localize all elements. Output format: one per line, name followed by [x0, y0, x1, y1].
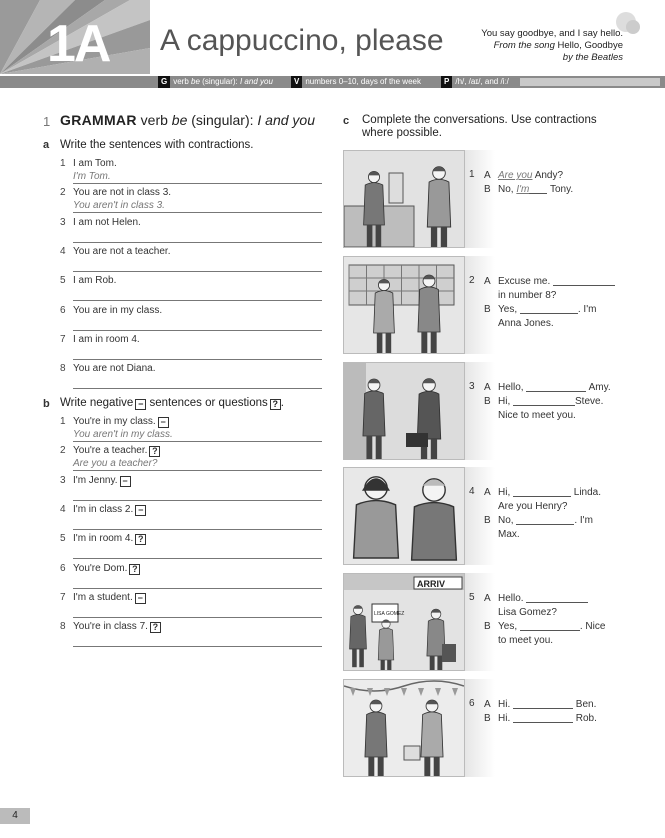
- dialogue-text: No,: [498, 184, 517, 195]
- item-number: 3: [60, 474, 66, 486]
- conversation-2: [343, 256, 663, 354]
- dialogue-text: Are you Henry?: [498, 501, 568, 512]
- dialogue-text: Yes,: [498, 304, 520, 315]
- dialogue-line: [484, 592, 588, 606]
- dialogue-text: to meet you.: [498, 635, 554, 646]
- dialogue-text: Hello,: [498, 382, 527, 393]
- answer-line[interactable]: [73, 558, 322, 559]
- item-number: 6: [60, 304, 66, 316]
- dialogue-text: Hi.: [498, 699, 513, 710]
- quote-artist: by the Beatles: [562, 52, 623, 63]
- dialogue-line: [484, 183, 573, 197]
- name-sign: LISA GOMEZ: [374, 611, 405, 617]
- item-prompt: I am Rob.: [73, 275, 117, 287]
- item-number: 1: [60, 416, 66, 427]
- illustration-scene: [344, 468, 464, 564]
- conversation-illustration: [343, 573, 465, 671]
- answer-line[interactable]: [73, 470, 322, 471]
- speaker-label: A: [484, 382, 491, 393]
- topic-bar: [0, 76, 665, 88]
- exercise-c-instruction: Complete the conversations. Use contractions where possible.: [362, 114, 597, 139]
- dialogue-line: [484, 634, 553, 648]
- item-number: 7: [60, 591, 66, 603]
- exercise-a-item: [60, 305, 322, 333]
- item-prompt: You are not a teacher.: [73, 245, 171, 257]
- example-answer: Are you a teacher?: [73, 458, 158, 470]
- dialogue-text: Andy?: [532, 170, 564, 181]
- speaker-label: A: [484, 276, 491, 287]
- speech-bubble-icon: [626, 20, 640, 34]
- section-number: 1: [43, 114, 51, 129]
- speaker-label: A: [484, 593, 491, 604]
- dialogue-line: [484, 275, 615, 289]
- illustration-scene: [344, 680, 464, 776]
- answer-line[interactable]: [73, 271, 322, 272]
- unit-badge: [0, 0, 150, 74]
- question-symbol-icon: ?: [135, 534, 146, 545]
- item-number: 2: [60, 445, 66, 457]
- conversation-1: [343, 150, 663, 248]
- item-prompt: [73, 563, 140, 575]
- dialogue-text: in number 8?: [498, 290, 557, 301]
- answer-blank[interactable]: [520, 621, 580, 631]
- dialogue-line: [484, 514, 593, 528]
- item-number: 4: [60, 245, 66, 257]
- question-symbol-icon: ?: [150, 622, 161, 633]
- example-answer: You aren't in class 3.: [73, 200, 165, 212]
- dialogue-text: Hello.: [498, 593, 527, 604]
- item-prompt: [73, 621, 161, 633]
- dialogue-line: [484, 500, 567, 514]
- answer-blank[interactable]: [513, 487, 571, 497]
- item-number: 1: [60, 158, 66, 169]
- item-prompt-text: I'm a student.: [73, 591, 133, 603]
- quote-song-title: Hello, Goodbye: [557, 40, 623, 51]
- dialogue-line: [484, 620, 605, 634]
- answer-line[interactable]: [73, 212, 322, 213]
- dialogue-text: Hi,: [498, 487, 513, 498]
- item-number: 6: [60, 562, 66, 574]
- dialogue-text: Tony.: [547, 184, 574, 195]
- item-prompt-text: You're a teacher.: [73, 445, 148, 457]
- topic-vocabulary: V numbers 0–10, days of the week: [291, 76, 421, 88]
- dialogue-text: . I'm: [577, 304, 597, 315]
- conversation-number: 1: [469, 169, 475, 180]
- exercise-a-item: [60, 246, 322, 274]
- song-quote: [481, 28, 623, 64]
- exercise-letter-c: c: [343, 115, 350, 127]
- answer-line[interactable]: [73, 183, 322, 184]
- conversation-number: 3: [469, 381, 475, 392]
- illustration-fade: [465, 679, 495, 777]
- exercise-a-item: [60, 187, 322, 215]
- dialogue-text: . I'm: [574, 515, 593, 526]
- item-prompt: [73, 475, 131, 487]
- conversation-number: 2: [469, 275, 475, 286]
- negative-symbol-icon: −: [158, 417, 169, 428]
- item-prompt: You are not Diana.: [73, 363, 156, 375]
- conversation-3: [343, 362, 663, 460]
- answer-blank[interactable]: [529, 184, 547, 194]
- dialogue-text: No,: [498, 515, 517, 526]
- dialogue-text: Rob.: [573, 713, 597, 724]
- exercise-b-item: [60, 592, 322, 620]
- illustration-fade: [465, 150, 495, 248]
- speaker-label: B: [484, 184, 491, 195]
- section-heading: GRAMMAR verb be (singular): I and you: [60, 112, 315, 128]
- item-prompt: I am in room 4.: [73, 333, 140, 345]
- item-number: 2: [60, 187, 66, 199]
- speaker-label: A: [484, 699, 491, 710]
- answer-blank[interactable]: [513, 699, 573, 709]
- negative-symbol-icon: −: [135, 399, 146, 410]
- answer-line[interactable]: [73, 242, 322, 243]
- example-answer: You aren't in my class.: [73, 429, 173, 440]
- exercise-b-item: [60, 475, 322, 503]
- dialogue-text: Steve.: [575, 396, 604, 407]
- conversation-number: 4: [469, 486, 475, 497]
- answer-line[interactable]: [73, 617, 322, 618]
- exercise-a-item: [60, 363, 322, 391]
- conversation-illustration: [343, 362, 465, 460]
- dialogue-line: [484, 395, 603, 409]
- exercise-a-item: [60, 275, 322, 303]
- item-prompt-text: I'm in room 4.: [73, 533, 134, 545]
- answer-blank[interactable]: [526, 593, 588, 603]
- negative-symbol-icon: −: [120, 476, 131, 487]
- illustration-scene: [344, 363, 464, 459]
- answer-blank[interactable]: [513, 713, 573, 723]
- speaker-label: A: [484, 170, 491, 181]
- dialogue-line: [484, 169, 563, 183]
- dialogue-text: Excuse me.: [498, 276, 554, 287]
- dialogue-text: Yes,: [498, 621, 520, 632]
- topic-pronunciation: P /h/, /aɪ/, and /iː/: [441, 76, 509, 88]
- exercise-b-item: [60, 445, 322, 473]
- illustration-scene: [344, 151, 464, 247]
- item-prompt: You are in my class.: [73, 304, 163, 316]
- answer-blank[interactable]: [513, 396, 575, 406]
- dialogue-text: Anna Jones.: [498, 318, 554, 329]
- speaker-label: B: [484, 396, 491, 407]
- example-answer: I'm: [516, 184, 530, 195]
- exercise-a-item: [60, 158, 322, 186]
- dialogue-line: [484, 381, 611, 395]
- answer-line[interactable]: [73, 588, 322, 589]
- conversation-illustration: [343, 150, 465, 248]
- arrivals-sign: ARRIV: [417, 579, 446, 589]
- dialogue-line: [484, 409, 576, 423]
- dialogue-line: [484, 712, 597, 726]
- item-number: 8: [60, 621, 66, 633]
- answer-line[interactable]: [73, 300, 322, 301]
- page-number: 4: [0, 808, 30, 824]
- topic-grammar: G verb be (singular): I and you: [158, 76, 273, 88]
- exercise-a-item: [60, 334, 322, 362]
- item-prompt: I am not Helen.: [73, 216, 141, 228]
- answer-line[interactable]: [73, 330, 322, 331]
- item-number: 8: [60, 363, 66, 375]
- conversation-number: 5: [469, 592, 475, 603]
- item-prompt-text: I'm Jenny.: [73, 474, 118, 486]
- exercise-b-item: [60, 533, 322, 561]
- speaker-label: B: [484, 713, 491, 724]
- dialogue-text: Max.: [498, 529, 520, 540]
- example-answer: I'm Tom.: [73, 171, 111, 182]
- answer-line[interactable]: [73, 529, 322, 530]
- dialogue-line: [484, 528, 520, 542]
- item-prompt-text: You're in my class.: [73, 416, 156, 427]
- item-prompt: I am Tom.: [73, 158, 117, 169]
- example-answer: Are you: [498, 170, 533, 181]
- answer-blank[interactable]: [516, 515, 574, 525]
- item-prompt: [73, 416, 169, 428]
- exercise-a-item: [60, 217, 322, 245]
- answer-line[interactable]: [73, 359, 322, 360]
- answer-line[interactable]: [73, 388, 322, 389]
- item-prompt: [73, 504, 146, 516]
- item-number: 7: [60, 333, 66, 345]
- answer-line[interactable]: [73, 441, 322, 442]
- dialogue-text: Hi,: [498, 396, 513, 407]
- illustration-scene: [344, 574, 464, 670]
- dialogue-line: [484, 289, 556, 303]
- question-symbol-icon: ?: [129, 564, 140, 575]
- exercise-b-item: [60, 504, 322, 532]
- speaker-label: B: [484, 304, 491, 315]
- speaker-label: A: [484, 487, 491, 498]
- quote-line-1: You say goodbye, and I say hello.: [481, 28, 623, 39]
- conversation-number: 6: [469, 698, 475, 709]
- dialogue-text: Nice to meet you.: [498, 410, 576, 421]
- conversation-6: [343, 679, 663, 777]
- conversation-5: [343, 573, 663, 671]
- exercise-b-item: [60, 621, 322, 649]
- negative-symbol-icon: −: [135, 505, 146, 516]
- dialogue-line: [484, 486, 601, 500]
- quote-source-prefix: From the song: [493, 40, 555, 51]
- exercise-a-instruction: Write the sentences with contractions.: [60, 139, 254, 151]
- exercise-b-item: [60, 563, 322, 591]
- dialogue-line: [484, 317, 554, 331]
- speaker-label: B: [484, 621, 491, 632]
- dialogue-text: Ben.: [573, 699, 597, 710]
- conversation-illustration: [343, 256, 465, 354]
- item-prompt-text: You're in class 7.: [73, 621, 148, 633]
- item-prompt: [73, 592, 146, 604]
- item-prompt: You are not in class 3.: [73, 187, 172, 199]
- exercise-letter-b: b: [43, 398, 50, 410]
- negative-symbol-icon: −: [135, 593, 146, 604]
- item-number: 5: [60, 533, 66, 545]
- topic-bar-accent: [520, 78, 660, 86]
- exercise-b-instruction: Write negative − sentences or questions ? .: [60, 397, 284, 409]
- dialogue-line: [484, 606, 557, 620]
- conversation-4: [343, 467, 663, 565]
- answer-blank[interactable]: [553, 276, 615, 286]
- dialogue-text: Amy.: [586, 382, 611, 393]
- answer-blank[interactable]: [520, 304, 578, 314]
- exercise-b-item: [60, 416, 322, 444]
- exercise-letter-a: a: [43, 139, 50, 151]
- page-header: [0, 0, 665, 92]
- dialogue-text: Linda.: [571, 487, 602, 498]
- conversation-illustration: [343, 679, 465, 777]
- answer-line[interactable]: [73, 500, 322, 501]
- answer-line[interactable]: [73, 646, 322, 647]
- item-prompt: [73, 533, 146, 545]
- question-symbol-icon: ?: [149, 446, 160, 457]
- conversation-illustration: [343, 467, 465, 565]
- illustration-scene: [344, 257, 464, 353]
- unit-number: 1A: [47, 15, 110, 73]
- unit-title: A cappuccino, please: [160, 24, 444, 57]
- dialogue-text: Lisa Gomez?: [498, 607, 557, 618]
- answer-blank[interactable]: [526, 382, 586, 392]
- item-prompt-text: You're Dom.: [73, 562, 128, 574]
- dialogue-line: [484, 303, 596, 317]
- speaker-label: B: [484, 515, 491, 526]
- dialogue-text: . Nice: [579, 621, 606, 632]
- item-prompt-text: I'm in class 2.: [73, 503, 134, 515]
- dialogue-text: Hi.: [498, 713, 513, 724]
- item-number: 3: [60, 216, 66, 228]
- dialogue-line: [484, 698, 596, 712]
- question-symbol-icon: ?: [270, 399, 281, 410]
- item-number: 5: [60, 275, 66, 287]
- item-number: 4: [60, 503, 66, 515]
- item-prompt: [73, 445, 160, 457]
